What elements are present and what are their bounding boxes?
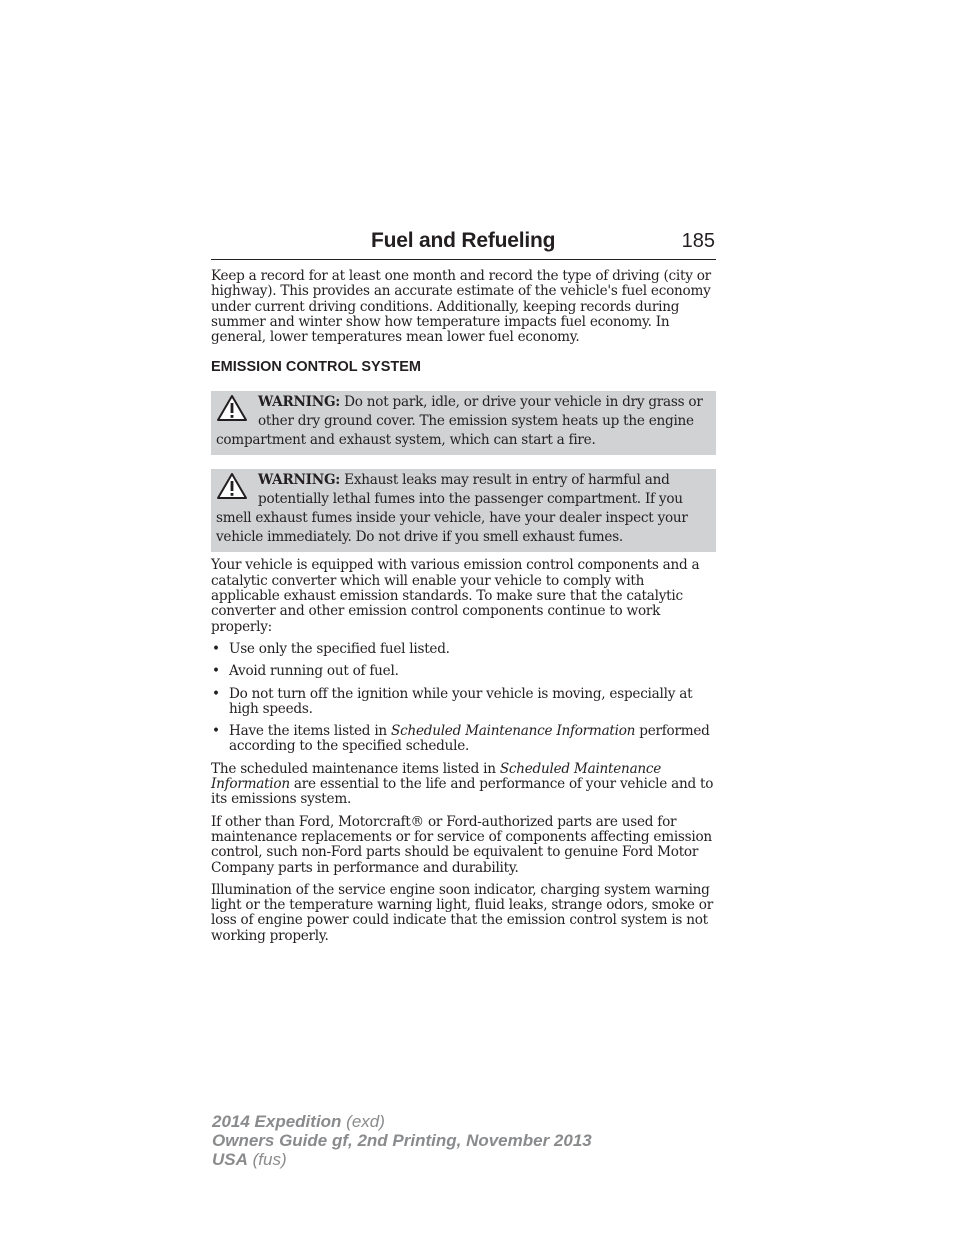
page-number: 185 — [681, 230, 715, 252]
page-footer — [212, 1112, 592, 1169]
bullet-marker: • — [212, 663, 220, 680]
list-item — [211, 687, 716, 718]
footer-edition: Owners Guide gf, 2nd Printing, November 2013 — [212, 1131, 592, 1150]
cross-reference: Scheduled Maintenance Information — [391, 723, 636, 740]
warning-triangle-icon — [216, 393, 248, 423]
bullet-marker: • — [212, 685, 220, 702]
warning-triangle-icon — [216, 471, 248, 501]
list-item-text — [229, 723, 710, 754]
parts-paragraph: If other than Ford, Motorcraft® or Ford-authorized parts are used for maintenance replacements or for service of components affecting emission control, such non-Ford parts should be equivalent to genuine Ford Motor Company parts in performance and durability. — [211, 813, 712, 876]
text-run: are essential to the life and performance of your vehicle and to its emissions system. — [211, 776, 714, 808]
list-item — [211, 642, 716, 657]
cross-reference: Scheduled Maintenance Information — [211, 760, 662, 793]
manual-page — [211, 226, 716, 944]
text-run: The scheduled maintenance items listed in — [211, 760, 500, 777]
page-header — [211, 226, 716, 260]
footer-line-market — [212, 1150, 592, 1169]
scheduled-maintenance-paragraph — [211, 762, 716, 808]
warning-text: Do not park, idle, or drive your vehicle in dry grass or other dry ground cover. The emission system heats up the engine compartment and exhaust system, which can start a fire. — [216, 394, 703, 449]
bullet-marker: • — [212, 640, 220, 657]
bullet-list — [211, 642, 716, 755]
text-run: performed according to the specified schedule. — [229, 723, 710, 755]
list-item-text: Use only the specified fuel listed. — [229, 640, 450, 657]
footer-line-edition — [212, 1131, 592, 1150]
components-paragraph: Your vehicle is equipped with various emission control components and a catalytic converter which will enable your vehicle to comply with applicable exhaust emission standards. To make sure that the catalytic converter and other emission control components continue to work properly: — [211, 557, 700, 635]
footer-model-code: (exd) — [341, 1112, 385, 1131]
warning-box — [211, 469, 716, 552]
list-item — [211, 724, 716, 755]
warning-label: WARNING: — [258, 394, 341, 411]
warning-label: WARNING: — [258, 472, 341, 489]
footer-market-code: (fus) — [247, 1150, 287, 1169]
list-item-text: Do not turn off the ignition while your vehicle is moving, especially at high speeds. — [229, 685, 693, 717]
text-run: Have the items listed in — [229, 723, 392, 740]
illumination-paragraph: Illumination of the service engine soon indicator, charging system warning light or the temperature warning light, fluid leaks, strange odors, smoke or loss of engine power could indicate that the emission control system is not working properly. — [211, 881, 713, 944]
footer-line-model — [212, 1112, 592, 1131]
bullet-marker: • — [212, 723, 220, 740]
intro-paragraph: Keep a record for at least one month and record the type of driving (city or highway). This provides an accurate estimate of the vehicle's fuel economy under current driving conditions. Additionally, keeping records during summer and winter show how temperature impacts fuel economy. In general, lower temperatures mean lower fuel economy. — [211, 268, 711, 346]
footer-market: USA — [212, 1150, 248, 1169]
chapter-title: Fuel and Refueling — [371, 229, 556, 252]
list-item — [211, 664, 716, 679]
list-item-text: Avoid running out of fuel. — [229, 663, 399, 680]
section-heading: EMISSION CONTROL SYSTEM — [211, 359, 422, 376]
warning-text: Exhaust leaks may result in entry of harmful and potentially lethal fumes into the passenger compartment. If you smell exhaust fumes inside your vehicle, have your dealer inspect your vehicle immediately. Do not drive if you smell exhaust fumes. — [216, 472, 688, 546]
footer-model: 2014 Expedition — [212, 1112, 342, 1131]
warning-box — [211, 391, 716, 455]
